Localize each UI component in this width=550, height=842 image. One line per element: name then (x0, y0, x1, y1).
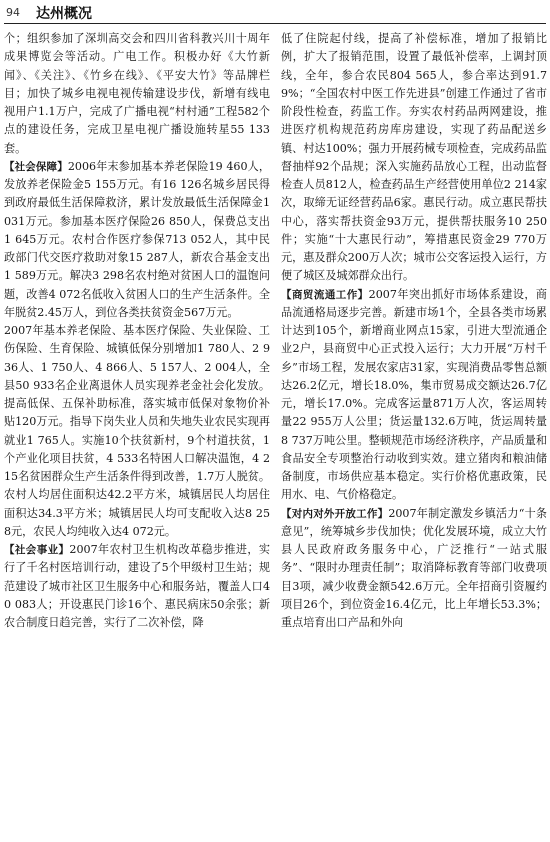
health-continuation-paragraph: 低了住院起付线，提高了补偿标准，增加了报销比例，扩大了报销范围，设置了最低补偿率，上调封顶线，全年，参合农民804 565人，参合率达到91.79%；“全国农村中医工作先进县”创建工作通过了省市阶段性检查，药监工作。夯实农村药品两网建设，推进医疗机构规范药房库房建设，实现了药品配送乡镇、村达100%；强力开展药械专项检查，完成药品监督抽样92个品规；深入实施药品放心工程，出动监督检查人员812人，检查药品生产经营使用单位2 214家次，取缔无证经营药品6家。惠民行动。成立惠民帮扶中心，落实帮扶资金93万元，提供帮扶服务10 250件；实施“十大惠民行动”，筹措惠民资金29 770万元，惠及群众200万人次；城市公交客运投入运行，方便了城区及城郊群众出行。 (281, 32, 547, 283)
social-security-paragraph (4, 158, 270, 322)
social-security-heading: 【社会保障】 (4, 160, 68, 173)
trade-heading: 【商贸流通工作】 (281, 288, 369, 301)
opening-up-heading: 【对内对外开放工作】 (281, 507, 389, 520)
social-affairs-text: 2007年农村卫生机构改革稳步推进，实行了千名村医培训行动，建设了5个甲级村卫生站；规范建设了城市社区卫生服务中心和服务站，覆盖人口40 083人；开设惠民门诊16个、惠民病床50余张；新农合制度日趋完善，实行了二次补偿，降 (4, 543, 270, 629)
header-rule (4, 23, 546, 24)
page-header (0, 0, 550, 30)
social-security-text: 2006年末参加基本养老保险19 460人，发放养老保险金5 155万元。有16 126名城乡居民得到政府最低生活保障救济，累计发放最低生活保障金1 031万元。参加基本医疗保险26 850人，保费总支出1 645万元。农村合作医疗参保713 052人，其中民政部门代交医疗救助对象15 287人，新农合基金支出1 589万元。解决3 298名农村绝对贫困人口的温饱问题，改善4 072名低收入贫困人口的生产生活条件。全年脱贫2.45万人，到位各类扶贫资金567万元。 (4, 159, 270, 319)
left-column (4, 30, 270, 838)
social-security-2007-paragraph: 2007年基本养老保险、基本医疗保险、失业保险、工伤保险、生育保险、城镇低保分别增加1 780人、2 936人、1 750人、4 866人、5 157人、2 004人，全县50 933名企业离退休人员实现养老金社会化发放。提高低保、五保补助标准，落实城市低保对象物价补贴120万元。指导下岗失业人员和失地失业农民实现再就业1 765人。实施10个扶贫新村，9个村道扶贫，1个产业化项目扶贫，4 533名特困人口解决温饱，4 215名贫困群众生产生活条件得到改善，1.7万人脱贫。农村人均居住面积达42.2平方米，城镇居民人均居住面积达34.3平方米；城镇居民人均可支配收入达8 258元，农民人均纯收入达4 072元。 (4, 324, 270, 538)
opening-up-text: 2007年制定激发乡镇活力“十条意见”，统筹城乡步伐加快；优化发展环境，成立大竹县人民政府政务服务中心，广泛推行“一站式服务”、“限时办理责任制”；取消降标教育等部门收费项目3项，减少收费金额542.6万元。全年招商引资履约项目26个，到位资金16.4亿元，比上年增长53.3%；重点培育出口产品和外向 (281, 506, 547, 629)
social-affairs-heading: 【社会事业】 (4, 544, 70, 556)
trade-text: 2007年突出抓好市场体系建设，商品流通格局逐步完善。新建市场1个，全县各类市场累计达到105个，新增商业网点15家，引进大型流通企业2户，县商贸中心正式投入运行；大力开展“万村千乡”市场工程，发展农家店31家，实现消费品零售总额达26.2亿元，增长18.0%，集市贸易成交额达26.7亿元，增长17.0%。完成客运量871万人次，客运周转量22 955万人公里；货运量132.6万吨，货运周转量8 737万吨公里。整顿规范市场经济秩序，产品质量和食品安全专项整治行动收到实效。建立猪肉和粮油储备制度，市场供应基本稳定。实行价格优惠政策，民用水、电、气价格稳定。 (281, 287, 547, 502)
culture-paragraph: 个；组织参加了深圳高交会和四川省科教兴川十周年成果博览会等活动。广电工作。积极办好《大竹新闻》、《关注》、《竹乡在线》、《平安大竹》等品牌栏目；加快了城乡电视电视传输建设步伐，新增有线电视用户1.1万户，完成了广播电视“村村通”工程582个点的建设任务，完成卫星电视广播设施转星55 133套。 (4, 32, 270, 155)
social-affairs-paragraph (4, 541, 270, 632)
right-column (281, 30, 547, 838)
trade-paragraph (281, 286, 547, 505)
opening-up-paragraph (281, 505, 547, 633)
page-number: 94 (6, 6, 20, 19)
running-title: 达州概况 (36, 6, 92, 22)
